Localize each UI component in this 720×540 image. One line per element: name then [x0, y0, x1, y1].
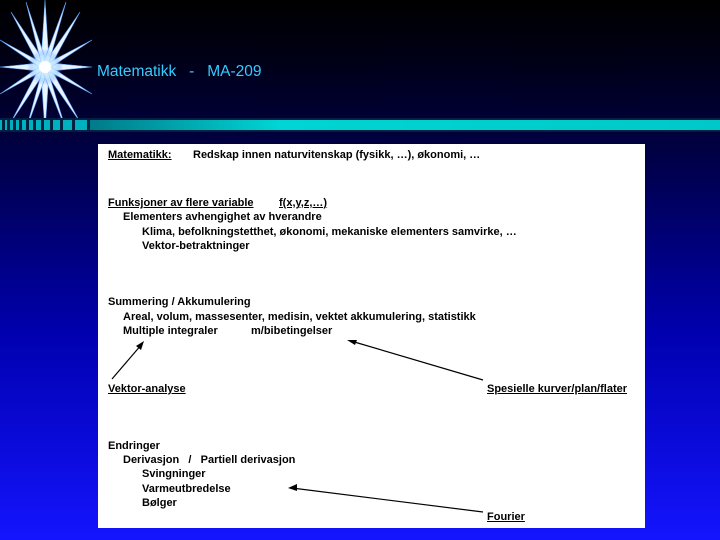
changes-item: Svingninger [142, 468, 206, 480]
summation-heading: Summering / Akkumulering [108, 296, 251, 308]
slide-title: Matematikk - MA-209 [97, 63, 262, 80]
changes-heading: Endringer [108, 440, 160, 452]
functions-sub: Elementers avhengighet av hverandre [123, 211, 322, 223]
fourier-label: Fourier [487, 511, 525, 523]
changes-item: Varmeutbredelse [142, 483, 231, 495]
vector-analysis-label: Vektor-analyse [108, 383, 186, 395]
changes-item: Bølger [142, 497, 177, 509]
functions-heading: Funksjoner av flere variable [108, 197, 254, 209]
changes-derivation: Derivasjon / Partiell derivasjon [123, 454, 296, 466]
functions-formula: f(x,y,z,…) [279, 197, 328, 209]
title-separator-bar [0, 118, 720, 132]
summation-examples: Areal, volum, massesenter, medisin, vektet akkumulering, statistikk [123, 311, 476, 323]
functions-vectors: Vektor-betraktninger [142, 240, 250, 252]
functions-examples: Klima, befolkningstetthet, økonomi, mekaniske elementers samvirke, … [142, 226, 517, 238]
intro-text: Redskap innen naturvitenskap (fysikk, …), økonomi, … [193, 149, 481, 161]
special-curves-label: Spesielle kurver/plan/flater [487, 383, 628, 395]
summation-integrals: Multiple integraler [123, 325, 218, 337]
content-panel [98, 144, 645, 528]
intro-label: Matematikk: [108, 149, 172, 161]
star-decoration [0, 0, 96, 134]
summation-constraints: m/bibetingelser [251, 325, 333, 337]
